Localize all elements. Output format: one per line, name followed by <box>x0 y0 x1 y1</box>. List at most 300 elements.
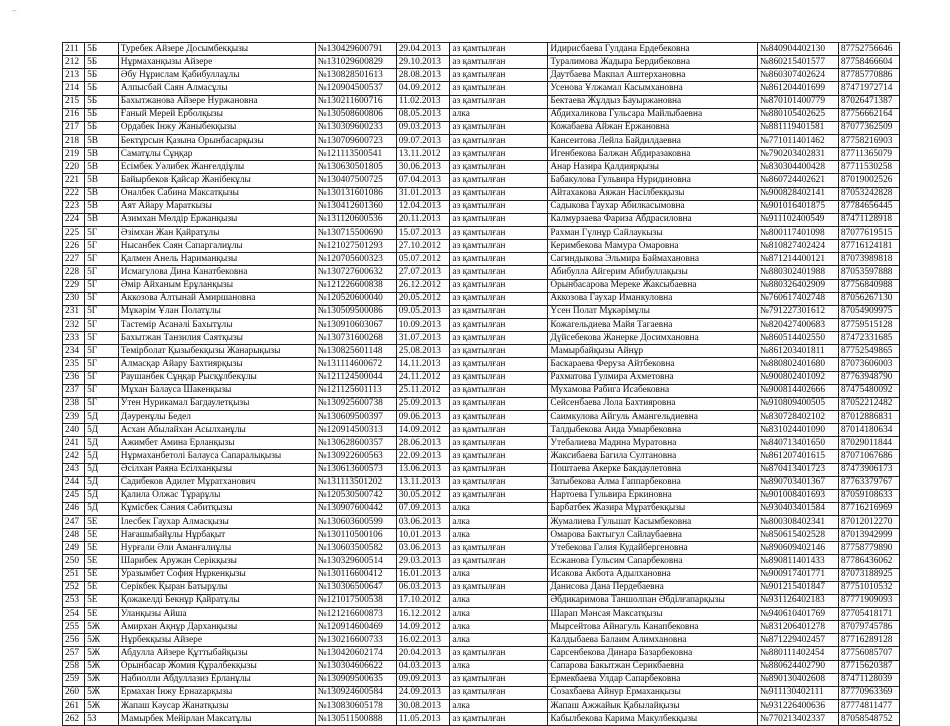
row-number: 222 <box>63 187 85 200</box>
parent-name-cell: Ермекбаева Улдар Сапарбековна <box>548 673 758 686</box>
table-row <box>63 318 900 331</box>
table-row <box>63 437 900 450</box>
certificate-cell: №131113501202 <box>315 476 396 489</box>
birth-date-cell: 25.11.2012 <box>396 384 450 397</box>
class-cell: 5Д <box>85 463 119 476</box>
birth-date-cell: 09.05.2013 <box>396 305 450 318</box>
birth-date-cell: 05.07.2012 <box>396 253 450 266</box>
status-cell: аз қамтылған <box>450 686 548 699</box>
birth-date-cell: 11.05.2013 <box>396 713 450 726</box>
parent-name-cell: Омарова Бактыгул Сайлаубаевна <box>548 529 758 542</box>
table-row <box>63 410 900 423</box>
parent-id-cell: №791227301612 <box>757 305 838 318</box>
student-name-cell: Нысанбек Саян Сапаргалиұлы <box>118 240 315 253</box>
student-name-cell: Ілесбек Гаухар Алмасқызы <box>118 516 315 529</box>
birth-date-cell: 09.03.2013 <box>396 121 450 134</box>
parent-name-cell: Садыкова Гаухар Абилкасымовна <box>548 200 758 213</box>
status-cell: аз қамтылған <box>450 226 548 239</box>
birth-date-cell: 13.11.2012 <box>396 148 450 161</box>
parent-id-cell: №810827402424 <box>757 240 838 253</box>
row-number: 262 <box>63 713 85 726</box>
student-name-cell: Әмір Айханым Ерұланқызы <box>118 279 315 292</box>
phone-cell: 87012886831 <box>838 410 899 423</box>
certificate-cell: №131114600672 <box>315 358 396 371</box>
certificate-cell: №130309600233 <box>315 121 396 134</box>
parent-name-cell: Кабылбекова Карима Макулбекқызы <box>548 713 758 726</box>
parent-name-cell: Даутбаева Макпал Аштерхановна <box>548 69 758 82</box>
table-row <box>63 108 900 121</box>
birth-date-cell: 20.11.2013 <box>396 213 450 226</box>
parent-id-cell: №860215401577 <box>757 56 838 69</box>
parent-id-cell: №890609402146 <box>757 542 838 555</box>
birth-date-cell: 06.03.2013 <box>396 581 450 594</box>
parent-name-cell: Сагиндыкова Эльмира Баймахановна <box>548 253 758 266</box>
row-number: 253 <box>63 594 85 607</box>
class-cell: 5Д <box>85 489 119 502</box>
parent-name-cell: Саимкулова Айгуль Амангельдиевна <box>548 410 758 423</box>
status-cell: аз қамтылған <box>450 200 548 213</box>
phone-cell: 87059108633 <box>838 489 899 502</box>
status-cell: алка <box>450 568 548 581</box>
class-cell: 5Б <box>85 82 119 95</box>
birth-date-cell: 07.09.2013 <box>396 502 450 515</box>
status-cell: аз қамтылған <box>450 253 548 266</box>
student-name-cell: Амирхан Ақнұр Дарханқызы <box>118 621 315 634</box>
parent-name-cell: Рахматова Гулмира Ахметовна <box>548 371 758 384</box>
student-name-cell: Қожакелді Бекнұр Қайратұлы <box>118 594 315 607</box>
table-row <box>63 82 900 95</box>
table-row <box>63 240 900 253</box>
parent-name-cell: Шарап Мәнсая Максатқызы <box>548 608 758 621</box>
phone-cell: 87054909975 <box>838 305 899 318</box>
class-cell: 5Е <box>85 516 119 529</box>
row-number: 259 <box>63 673 85 686</box>
birth-date-cell: 10.01.2013 <box>396 529 450 542</box>
table-row <box>63 424 900 437</box>
parent-name-cell: Сейсенбаева Лола Бахтияровна <box>548 397 758 410</box>
class-cell: 5Б <box>85 108 119 121</box>
row-number: 232 <box>63 318 85 331</box>
row-number: 258 <box>63 660 85 673</box>
birth-date-cell: 03.06.2013 <box>396 516 450 529</box>
certificate-cell: №130909500635 <box>315 673 396 686</box>
class-cell: 5Ж <box>85 660 119 673</box>
parent-id-cell: №901008401693 <box>757 489 838 502</box>
row-number: 250 <box>63 555 85 568</box>
row-number: 226 <box>63 240 85 253</box>
parent-name-cell: Сарсенбекова Динара Базарбековна <box>548 647 758 660</box>
status-cell: аз қамтылған <box>450 279 548 292</box>
phone-cell: 87771909093 <box>838 594 899 607</box>
certificate-cell: №130922600563 <box>315 450 396 463</box>
parent-name-cell: Барбатбек Жазира Мұратбекқызы <box>548 502 758 515</box>
student-name-cell: Ермахан Інжу Ернazарқызы <box>118 686 315 699</box>
certificate-cell: №121124500044 <box>315 371 396 384</box>
phone-cell: 87756662164 <box>838 108 899 121</box>
row-number: 243 <box>63 463 85 476</box>
birth-date-cell: 26.12.2012 <box>396 279 450 292</box>
table-row <box>63 502 900 515</box>
parent-name-cell: Калмурзаева Фариза Абдрасиловна <box>548 213 758 226</box>
table-row <box>63 213 900 226</box>
parent-id-cell: №931226400636 <box>757 700 838 713</box>
row-number: 249 <box>63 542 85 555</box>
row-number: 214 <box>63 82 85 95</box>
class-cell: 5Д <box>85 450 119 463</box>
parent-name-cell: Исакова Акбота Адылхановна <box>548 568 758 581</box>
birth-date-cell: 16.12.2012 <box>396 608 450 621</box>
phone-cell: 87019002526 <box>838 174 899 187</box>
status-cell: аз қамтылған <box>450 305 548 318</box>
row-number: 242 <box>63 450 85 463</box>
student-name-cell: Кұмісбек Сәния Сәбитқызы <box>118 502 315 515</box>
certificate-cell: №130613600573 <box>315 463 396 476</box>
class-cell: 5В <box>85 213 119 226</box>
student-name-cell: Нұрбекқызы Айзере <box>118 634 315 647</box>
phone-cell: 87759515128 <box>838 318 899 331</box>
student-name-cell: Қалмен Анель Нариманқызы <box>118 253 315 266</box>
class-cell: 5Б <box>85 69 119 82</box>
student-name-cell: Шарибек Аружан Серікқызы <box>118 555 315 568</box>
certificate-cell: №130407500725 <box>315 174 396 187</box>
parent-id-cell: №771011401462 <box>757 134 838 147</box>
phone-cell: 87073188925 <box>838 568 899 581</box>
certificate-cell: №130509500086 <box>315 305 396 318</box>
student-name-cell: Садибеков Адилет Мұратханович <box>118 476 315 489</box>
phone-cell: 87751010532 <box>838 581 899 594</box>
parent-name-cell: Мамырбайқызы Айнұр <box>548 345 758 358</box>
parent-name-cell: Есжанова Гульсим Сапарбековна <box>548 555 758 568</box>
certificate-cell: №121027501293 <box>315 240 396 253</box>
birth-date-cell: 30.05.2012 <box>396 489 450 502</box>
class-cell: 5З <box>85 713 119 726</box>
student-name-cell: Уланқызы Айша <box>118 608 315 621</box>
class-cell: 5Ж <box>85 673 119 686</box>
status-cell: алка <box>450 660 548 673</box>
certificate-cell: №121226600838 <box>315 279 396 292</box>
student-name-cell: Темірболат Қызыбекқызы Жанарықызы <box>118 345 315 358</box>
phone-cell: 87012012270 <box>838 516 899 529</box>
class-cell: 5Г <box>85 384 119 397</box>
status-cell: аз қамтылған <box>450 69 548 82</box>
birth-date-cell: 14.09.2012 <box>396 424 450 437</box>
certificate-cell: №130211600716 <box>315 95 396 108</box>
parent-id-cell: №890130402608 <box>757 673 838 686</box>
parent-id-cell: №900917401771 <box>757 568 838 581</box>
parent-name-cell: Рахман Гүлнұр Сайлаукызы <box>548 226 758 239</box>
class-cell: 5Г <box>85 253 119 266</box>
row-number: 254 <box>63 608 85 621</box>
row-number: 238 <box>63 397 85 410</box>
status-cell: аз қамтылған <box>450 161 548 174</box>
class-cell: 5Е <box>85 555 119 568</box>
row-number: 231 <box>63 305 85 318</box>
row-number: 213 <box>63 69 85 82</box>
class-cell: 5Д <box>85 502 119 515</box>
birth-date-cell: 29.10.2013 <box>396 56 450 69</box>
status-cell: аз қамтылған <box>450 56 548 69</box>
status-cell: аз қамтылған <box>450 134 548 147</box>
class-cell: 5Д <box>85 476 119 489</box>
student-name-cell: Нағашыбайұлы Нұрбақыт <box>118 529 315 542</box>
parent-name-cell: Данисова Дана Пердебаевна <box>548 581 758 594</box>
phone-cell: 87758216903 <box>838 134 899 147</box>
birth-date-cell: 31.01.2013 <box>396 187 450 200</box>
parent-id-cell: №901016401875 <box>757 200 838 213</box>
class-cell: 5Г <box>85 332 119 345</box>
table-row <box>63 634 900 647</box>
class-cell: 5Г <box>85 266 119 279</box>
table-row <box>63 700 900 713</box>
class-cell: 5Е <box>85 568 119 581</box>
status-cell: аз қамтылған <box>450 463 548 476</box>
row-number: 220 <box>63 161 85 174</box>
phone-cell: 87472331685 <box>838 332 899 345</box>
parent-name-cell: Жаксибаева Багила Султановна <box>548 450 758 463</box>
phone-cell: 87758779890 <box>838 542 899 555</box>
table-row <box>63 397 900 410</box>
parent-id-cell: №900802401092 <box>757 371 838 384</box>
phone-cell: 87056267130 <box>838 292 899 305</box>
parent-id-cell: №870101400779 <box>757 95 838 108</box>
class-cell: 5Ж <box>85 686 119 699</box>
status-cell: аз қамтылған <box>450 292 548 305</box>
birth-date-cell: 12.04.2013 <box>396 200 450 213</box>
table-row <box>63 542 900 555</box>
table-row <box>63 292 900 305</box>
certificate-cell: №130727600632 <box>315 266 396 279</box>
status-cell: аз қамтылған <box>450 489 548 502</box>
parent-name-cell: Утебалиева Мадина Муратовна <box>548 437 758 450</box>
class-cell: 5Г <box>85 226 119 239</box>
status-cell: аз қамтылған <box>450 450 548 463</box>
student-name-cell: Әсілхан Раяна Есілханқызы <box>118 463 315 476</box>
row-number: 229 <box>63 279 85 292</box>
certificate-cell: №130709600723 <box>315 134 396 147</box>
table-row <box>63 332 900 345</box>
student-name-cell: Жапаш Кәусар Жанатқызы <box>118 700 315 713</box>
parent-name-cell: Жумалиева Гульшат Касымбековна <box>548 516 758 529</box>
row-number: 248 <box>63 529 85 542</box>
parent-id-cell: №820427400683 <box>757 318 838 331</box>
birth-date-cell: 31.07.2013 <box>396 332 450 345</box>
parent-id-cell: №880326402909 <box>757 279 838 292</box>
student-name-cell: Нұрмаханбетолі Балауса Сапаралықызы <box>118 450 315 463</box>
student-name-cell: Дәуренұлы Бедел <box>118 410 315 423</box>
row-number: 211 <box>63 43 85 56</box>
table-row <box>63 69 900 82</box>
birth-date-cell: 27.07.2013 <box>396 266 450 279</box>
birth-date-cell: 14.11.2013 <box>396 358 450 371</box>
certificate-cell: №130116600412 <box>315 568 396 581</box>
parent-name-cell: Керимбекова Мамура Омаровна <box>548 240 758 253</box>
phone-cell: 87784656445 <box>838 200 899 213</box>
table-row <box>63 266 900 279</box>
table-row <box>63 581 900 594</box>
phone-cell: 87716216969 <box>838 502 899 515</box>
parent-name-cell: Утебекова Галия Кудайбергеновна <box>548 542 758 555</box>
table-row <box>63 226 900 239</box>
table-row <box>63 647 900 660</box>
phone-cell: 87077619515 <box>838 226 899 239</box>
table-row <box>63 279 900 292</box>
parent-name-cell: Сапарова Бакытжан Серикбаевна <box>548 660 758 673</box>
parent-id-cell: №900828402141 <box>757 187 838 200</box>
table-row <box>63 608 900 621</box>
birth-date-cell: 25.08.2013 <box>396 345 450 358</box>
table-row <box>63 371 900 384</box>
birth-date-cell: 29.04.2013 <box>396 43 450 56</box>
parent-name-cell: Кожагельдиева Майя Тагаевна <box>548 318 758 331</box>
table-row <box>63 56 900 69</box>
certificate-cell: №130830605178 <box>315 700 396 713</box>
parent-name-cell: Жапаш Ажжайык Қабылайқызы <box>548 700 758 713</box>
status-cell: аз қамтылған <box>450 82 548 95</box>
student-name-cell: Алмасқар Айару Бахтиярқызы <box>118 358 315 371</box>
table-row <box>63 95 900 108</box>
status-cell: аз қамтылған <box>450 424 548 437</box>
phone-cell: 87716289128 <box>838 634 899 647</box>
row-number: 224 <box>63 213 85 226</box>
parent-id-cell: №880302401988 <box>757 266 838 279</box>
student-name-cell: Әзімхан Жан Қайратұлы <box>118 226 315 239</box>
table-row <box>63 43 900 56</box>
parent-id-cell: №760617402748 <box>757 292 838 305</box>
status-cell: аз қамтылған <box>450 371 548 384</box>
parent-id-cell: №930403401584 <box>757 502 838 515</box>
status-cell: алка <box>450 502 548 515</box>
parent-name-cell: Усенова Ұлжамал Касымхановна <box>548 82 758 95</box>
student-name-cell: Абдулла Айзере Құттыбайқызы <box>118 647 315 660</box>
table-row <box>63 345 900 358</box>
parent-id-cell: №860724402621 <box>757 174 838 187</box>
status-cell: аз қамтылған <box>450 437 548 450</box>
class-cell: 5Ж <box>85 700 119 713</box>
table-row <box>63 463 900 476</box>
table-row <box>63 161 900 174</box>
class-cell: 5Ж <box>85 647 119 660</box>
row-number: 245 <box>63 489 85 502</box>
parent-id-cell: №871214400121 <box>757 253 838 266</box>
parent-name-cell: Мухамова Рабига Исабековна <box>548 384 758 397</box>
class-cell: 5Е <box>85 529 119 542</box>
certificate-cell: №130731600268 <box>315 332 396 345</box>
student-name-cell: Аят Айару Мараткызы <box>118 200 315 213</box>
class-cell: 5В <box>85 134 119 147</box>
certificate-cell: №130131601086 <box>315 187 396 200</box>
student-name-cell: Исмагулова Дина Канатбековна <box>118 266 315 279</box>
certificate-cell: №121017500538 <box>315 594 396 607</box>
parent-id-cell: №830728402102 <box>757 410 838 423</box>
status-cell: аз қамтылған <box>450 542 548 555</box>
phone-cell: 87052212482 <box>838 397 899 410</box>
class-cell: 5Е <box>85 542 119 555</box>
certificate-cell: №130828501613 <box>315 69 396 82</box>
birth-date-cell: 14.09.2012 <box>396 621 450 634</box>
row-number: 228 <box>63 266 85 279</box>
row-number: 261 <box>63 700 85 713</box>
status-cell: аз қамтылған <box>450 384 548 397</box>
class-cell: 5Г <box>85 318 119 331</box>
birth-date-cell: 13.06.2013 <box>396 463 450 476</box>
status-cell: аз қамтылған <box>450 266 548 279</box>
phone-cell: 87752756646 <box>838 43 899 56</box>
student-name-cell: Мұкәрім Ұлан Полатұлы <box>118 305 315 318</box>
birth-date-cell: 15.07.2013 <box>396 226 450 239</box>
parent-id-cell: №861204401699 <box>757 82 838 95</box>
certificate-cell: №130216600733 <box>315 634 396 647</box>
certificate-cell: №130412601360 <box>315 200 396 213</box>
phone-cell: 87029011844 <box>838 437 899 450</box>
data-table <box>62 42 900 726</box>
certificate-cell: №130304606622 <box>315 660 396 673</box>
student-name-cell: Ордабек Інжу Жаныбекқызы <box>118 121 315 134</box>
table-row <box>63 516 900 529</box>
certificate-cell: №120530500742 <box>315 489 396 502</box>
table-row <box>63 305 900 318</box>
parent-name-cell: Кансеитова Лейла Байдилдаевна <box>548 134 758 147</box>
parent-name-cell: Кожабаева Айжан Ержановна <box>548 121 758 134</box>
row-number: 257 <box>63 647 85 660</box>
phone-cell: 87716124181 <box>838 240 899 253</box>
certificate-cell: №131029600829 <box>315 56 396 69</box>
status-cell: алка <box>450 621 548 634</box>
class-cell: 5Г <box>85 397 119 410</box>
status-cell: аз қамтылған <box>450 148 548 161</box>
row-number: 246 <box>63 502 85 515</box>
class-cell: 5Б <box>85 56 119 69</box>
row-number: 239 <box>63 410 85 423</box>
row-number: 221 <box>63 174 85 187</box>
row-number: 247 <box>63 516 85 529</box>
phone-cell: 87053597888 <box>838 266 899 279</box>
phone-cell: 87053242828 <box>838 187 899 200</box>
parent-id-cell: №880111402454 <box>757 647 838 660</box>
certificate-cell: №130825601148 <box>315 345 396 358</box>
student-name-cell: Байырбеков Қайсар Жәнібекұлы <box>118 174 315 187</box>
phone-cell: 87774811477 <box>838 700 899 713</box>
parent-id-cell: №881119401581 <box>757 121 838 134</box>
table-row <box>63 253 900 266</box>
parent-id-cell: №911130402111 <box>757 686 838 699</box>
student-name-cell: Нурғали Әли Аманғалиұлы <box>118 542 315 555</box>
parent-id-cell: №860307402624 <box>757 69 838 82</box>
parent-id-cell: №900814402666 <box>757 384 838 397</box>
table-row <box>63 660 900 673</box>
phone-cell: 87026471387 <box>838 95 899 108</box>
status-cell: аз қамтылған <box>450 43 548 56</box>
phone-cell: 87756085707 <box>838 647 899 660</box>
status-cell: аз қамтылған <box>450 187 548 200</box>
birth-date-cell: 22.09.2013 <box>396 450 450 463</box>
row-number: 240 <box>63 424 85 437</box>
certificate-cell: №121216600873 <box>315 608 396 621</box>
row-number: 241 <box>63 437 85 450</box>
parent-id-cell: №800308402341 <box>757 516 838 529</box>
class-cell: 5В <box>85 187 119 200</box>
birth-date-cell: 04.09.2012 <box>396 82 450 95</box>
birth-date-cell: 24.11.2012 <box>396 371 450 384</box>
row-number: 235 <box>63 358 85 371</box>
phone-cell: 87079745786 <box>838 621 899 634</box>
table-row <box>63 121 900 134</box>
student-name-cell: Бахытжанова Айзере Нуржановна <box>118 95 315 108</box>
certificate-cell: №130907600442 <box>315 502 396 515</box>
class-cell: 5В <box>85 174 119 187</box>
corner-mark: – <box>12 6 17 15</box>
table-row <box>63 686 900 699</box>
student-name-cell: Азимхан Мөлдір Ержанқызы <box>118 213 315 226</box>
